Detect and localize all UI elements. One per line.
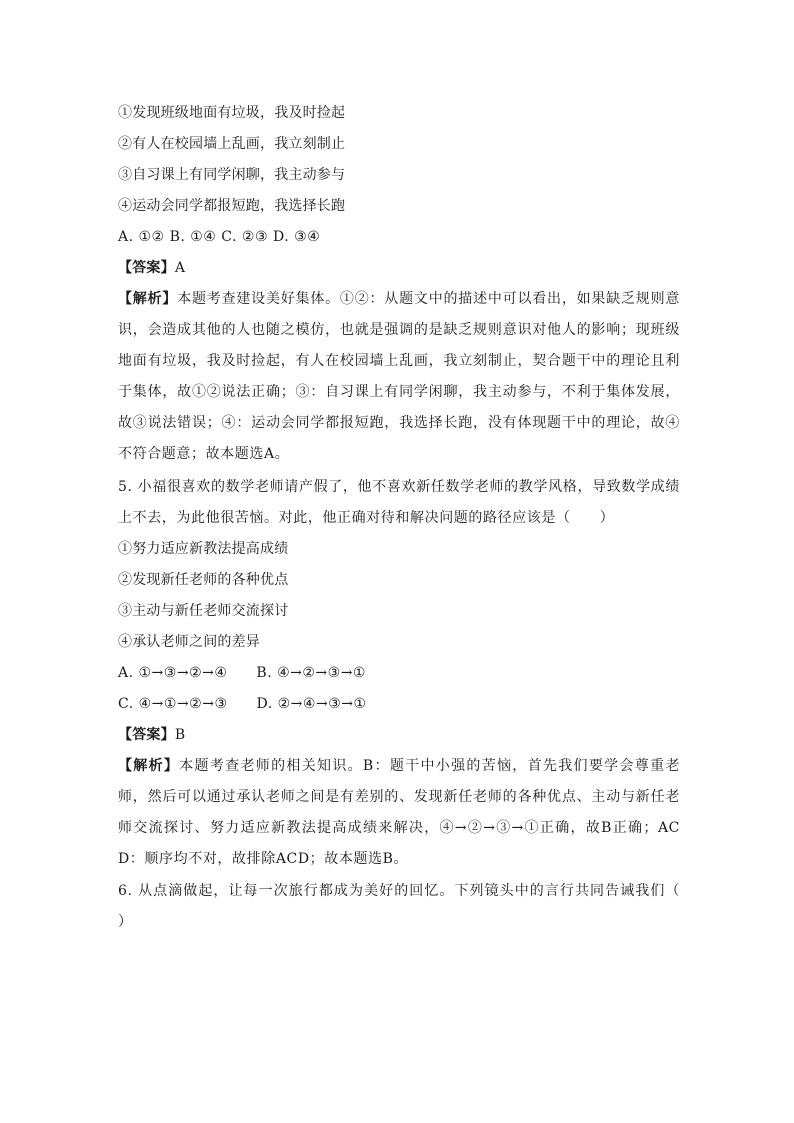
analysis-text: 本题考查建设美好集体。①②：从题文中的描述中可以看出，如果缺乏规则意识，会造成其他的人也随之模仿，也就是强调的是缺乏规则意识对他人的影响；现班级地面有垃圾，我及时捡起，有人在校园墙上乱画，我立刻制止，契合题干中的理论且利于集体，故①②说法正确；③：自习课上有同学闲聊，我主动参与，不利于集体发展，故③说法错误；④：运动会同学都报短跑，我选择长跑，没有体现题干中的理论，故④不符合题意；故本题选A。 [118, 291, 680, 462]
analysis-label: 【解析】 [118, 758, 180, 774]
q5-answer [118, 725, 185, 745]
q5-options-row-1: A. ①→③→②→④ B. ④→②→③→① [118, 665, 366, 681]
q5-analysis [118, 751, 680, 875]
answer-label: 【答案】 [118, 260, 175, 276]
q5-item-1: ①努力适应新教法提高成绩 [118, 541, 289, 557]
q5-stem: 5. 小福很喜欢的数学老师请产假了，他不喜欢新任数学老师的教学风格，导致数学成绩上不去，为此他很苦恼。对此，他正确对待和解决问题的路径应该是（ ） [118, 479, 680, 526]
q5-item-4: ④承认老师之间的差异 [118, 634, 260, 650]
q4-item-3: ③自习课上有同学闲聊，我主动参与 [118, 167, 346, 183]
q5-item-2: ②发现新任老师的各种优点 [118, 572, 289, 588]
q6-stem: 6. 从点滴做起，让每一次旅行都成为美好的回忆。下列镜头中的言行共同告诫我们（ ） [118, 883, 710, 930]
q4-item-2: ②有人在校园墙上乱画，我立刻制止 [118, 136, 346, 152]
answer-label: 【答案】 [118, 727, 175, 743]
q4-options: A. ①② B. ①④ C. ②③ D. ③④ [118, 229, 321, 245]
analysis-text: 本题考查老师的相关知识。B：题干中小强的苦恼，首先我们要学会尊重老师，然后可以通过承认老师之间是有差别的、发现新任老师的各种优点、主动与新任老师交流探讨、努力适应新教法提高成绩来解决，④→②→③→①正确，故B正确；ACD：顺序均不对，故排除ACD；故本题选B。 [118, 758, 680, 867]
analysis-label: 【解析】 [118, 291, 178, 307]
q4-item-4: ④运动会同学都报短跑，我选择长跑 [118, 198, 346, 214]
q4-item-1: ①发现班级地面有垃圾，我及时捡起 [118, 105, 346, 121]
q4-answer [118, 258, 185, 278]
answer-value: B [174, 727, 186, 743]
q5-options-row-2: C. ④→①→②→③ D. ②→④→③→① [118, 696, 367, 712]
q5-item-3: ③主动与新任老师交流探讨 [118, 603, 289, 619]
answer-value: A [174, 260, 186, 276]
q4-analysis [118, 284, 680, 470]
